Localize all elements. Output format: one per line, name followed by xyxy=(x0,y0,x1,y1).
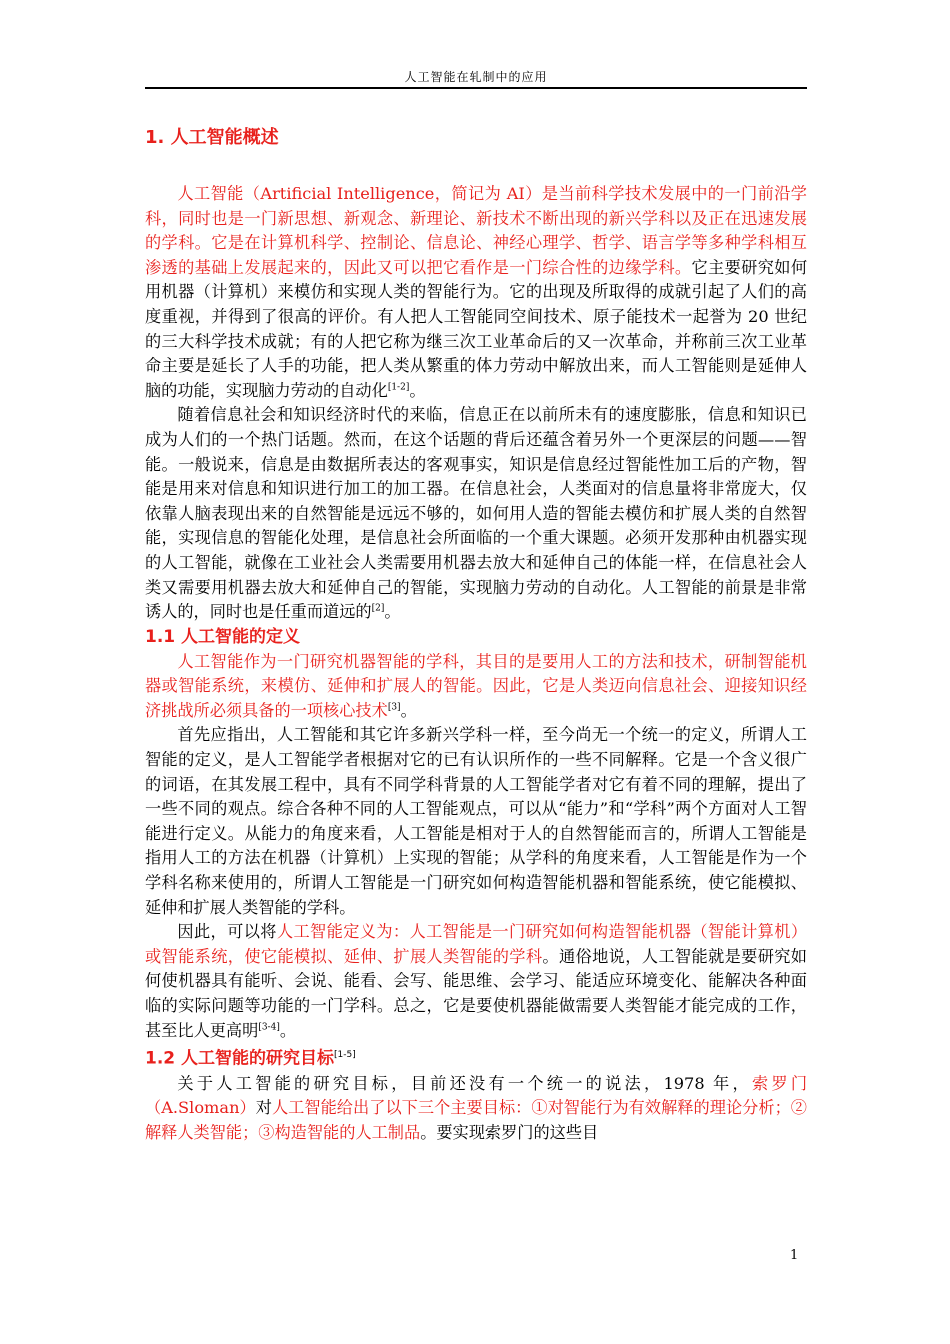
citation: [3] xyxy=(387,702,401,713)
highlighted-text: 人工智能定义为：人工智能是一门研究如何构造智能机器（智能计算机）或智能系统，使它能模拟、延伸、扩展人类智能的学科 xyxy=(145,922,808,966)
citation: [1-5] xyxy=(334,1050,356,1061)
paragraph-information-society xyxy=(145,403,807,624)
body-text: 对 xyxy=(255,1098,272,1118)
punctuation: 。 xyxy=(400,700,417,720)
paragraph-ai-overview xyxy=(145,182,807,403)
page-header: 人工智能在轧制中的应用 xyxy=(404,70,548,84)
section-heading-1: 1. 人工智能概述 xyxy=(145,127,279,148)
punctuation: 。 xyxy=(384,602,401,622)
document-body xyxy=(145,124,807,1146)
highlighted-text: 人工智能作为一门研究机器智能的学科，其目的是要用人工的方法和技术，研制智能机器或智能系统，来模仿、延伸和扩展人的智能。因此，它是人类迈向信息社会、迎接知识经济挑战所必须具备的一项核心技术 xyxy=(145,651,807,720)
body-text: 它主要研究如何用机器（计算机）来模仿和实现人类的智能行为。它的出现及所取得的成就引起了人们的高度重视，并得到了很高的评价。有人把人工智能同空间技术、原子能技术一起誉为 20 世纪的三大科学技术成就；有的人把它称为继三次工业革命后的又一次革命，并称前三次工业革命主要是延长了人手的功能，把人类从繁重的体力劳动中解放出来，而人工智能则是延伸人脑的功能，实现脑力劳动的自动化 xyxy=(145,257,808,400)
citation: [2] xyxy=(371,603,385,614)
paragraph-definition-intro xyxy=(145,650,807,724)
highlighted-text: 人工智能给出了以下三个主要目标：①对智能行为有效解释的理论分析；②解释人类智能；③构造智能的人工制品 xyxy=(145,1098,807,1143)
highlighted-text: 索罗门（A.Sloman） xyxy=(145,1073,808,1118)
body-text: 随着信息社会和知识经济时代的来临，信息正在以前所未有的速度膨胀，信息和知识已成为人们的一个热门话题。然而，在这个话题的背后还蕴含着另外一个更深层的问题——智能。一般说来，信息是由数据所表达的客观事实，知识是信息经过智能性加工后的产物，智能是用来对信息和知识进行加工的加工器。在信息社会，人类面对的信息量将非常庞大，仅依靠人脑表现出来的自然智能是远远不够的，如何用人造的智能去模仿和扩展人类的自然智能，实现信息的智能化处理，是信息社会所面临的一个重大课题。必须开发那种由机器实现的人工智能，就像在工业社会人类需要用机器去放大和延伸自己的体能一样，在信息社会人类又需要用机器去放大和延伸自己的智能，实现脑力劳动的自动化。人工智能的前景是非常诱人的，同时也是任重而道远的 xyxy=(145,405,807,622)
punctuation: 。 xyxy=(279,1020,297,1040)
body-text: 关于人工智能的研究目标，目前还没有一个统一的说法，1978 年， xyxy=(177,1073,752,1093)
citation: [3-4] xyxy=(258,1022,280,1033)
body-text: 。要实现索罗门的这些目 xyxy=(420,1123,599,1143)
body-text: 首先应指出，人工智能和其它许多新兴学科一样，至今尚无一个统一的定义，所谓人工智能的定义，是人工智能学者根据对它的已有认识所作的一些不同解释。它是一个含义很广的词语，在其发展工程中，具有不同学科背景的人工智能学者对它有着不同的理解，提出了一些不同的观点。综合各种不同的人工智能观点，可以从“能力”和“学科”两个方面对人工智能进行定义。从能力的角度来看，人工智能是相对于人的自然智能而言的，所谓人工智能是指用人工的方法在机器（计算机）上实现的智能；从学科的角度来看，人工智能是作为一个学科名称来使用的，所谓人工智能是一门研究如何构造智能机器和智能系统，使它能模拟、延伸和扩展人类智能的学科。 xyxy=(145,725,807,917)
header-rule xyxy=(145,87,807,89)
paragraph-definition-views xyxy=(145,723,807,920)
paragraph-definition-summary xyxy=(145,920,807,1043)
section-heading-1-1: 1.1 人工智能的定义 xyxy=(145,626,301,647)
body-text: 。通俗地说，人工智能就是要研究如何使机器具有能听、会说、能看、会写、能思维、会学习、能适应环境变化、能解决各种面临的实际问题等功能的一门学科。总之，它是要使机器能做需要人类智能才能完成的工作，甚至比人更高明 xyxy=(145,946,807,1040)
page-number: 1 xyxy=(790,1248,799,1263)
punctuation: 。 xyxy=(409,380,426,400)
heading-text: 1.2 人工智能的研究目标 xyxy=(145,1048,335,1069)
citation: [1-2] xyxy=(387,382,410,393)
paragraph-research-goals xyxy=(145,1072,807,1146)
body-text: 因此，可以将 xyxy=(177,922,277,942)
section-heading-1-2 xyxy=(145,1043,807,1072)
highlighted-text: 人工智能（Artificial Intelligence，简记为 AI）是当前科学技术发展中的一门前沿学科，同时也是一门新思想、新观念、新理论、新技术不断出现的新兴学科以及正在迅速发展的学科。它是在计算机科学、控制论、信息论、神经心理学、哲学、语言学等多种学科相互渗透的基础上发展起来的，因此又可以把它看作是一门综合性的边缘学科。 xyxy=(145,184,807,277)
